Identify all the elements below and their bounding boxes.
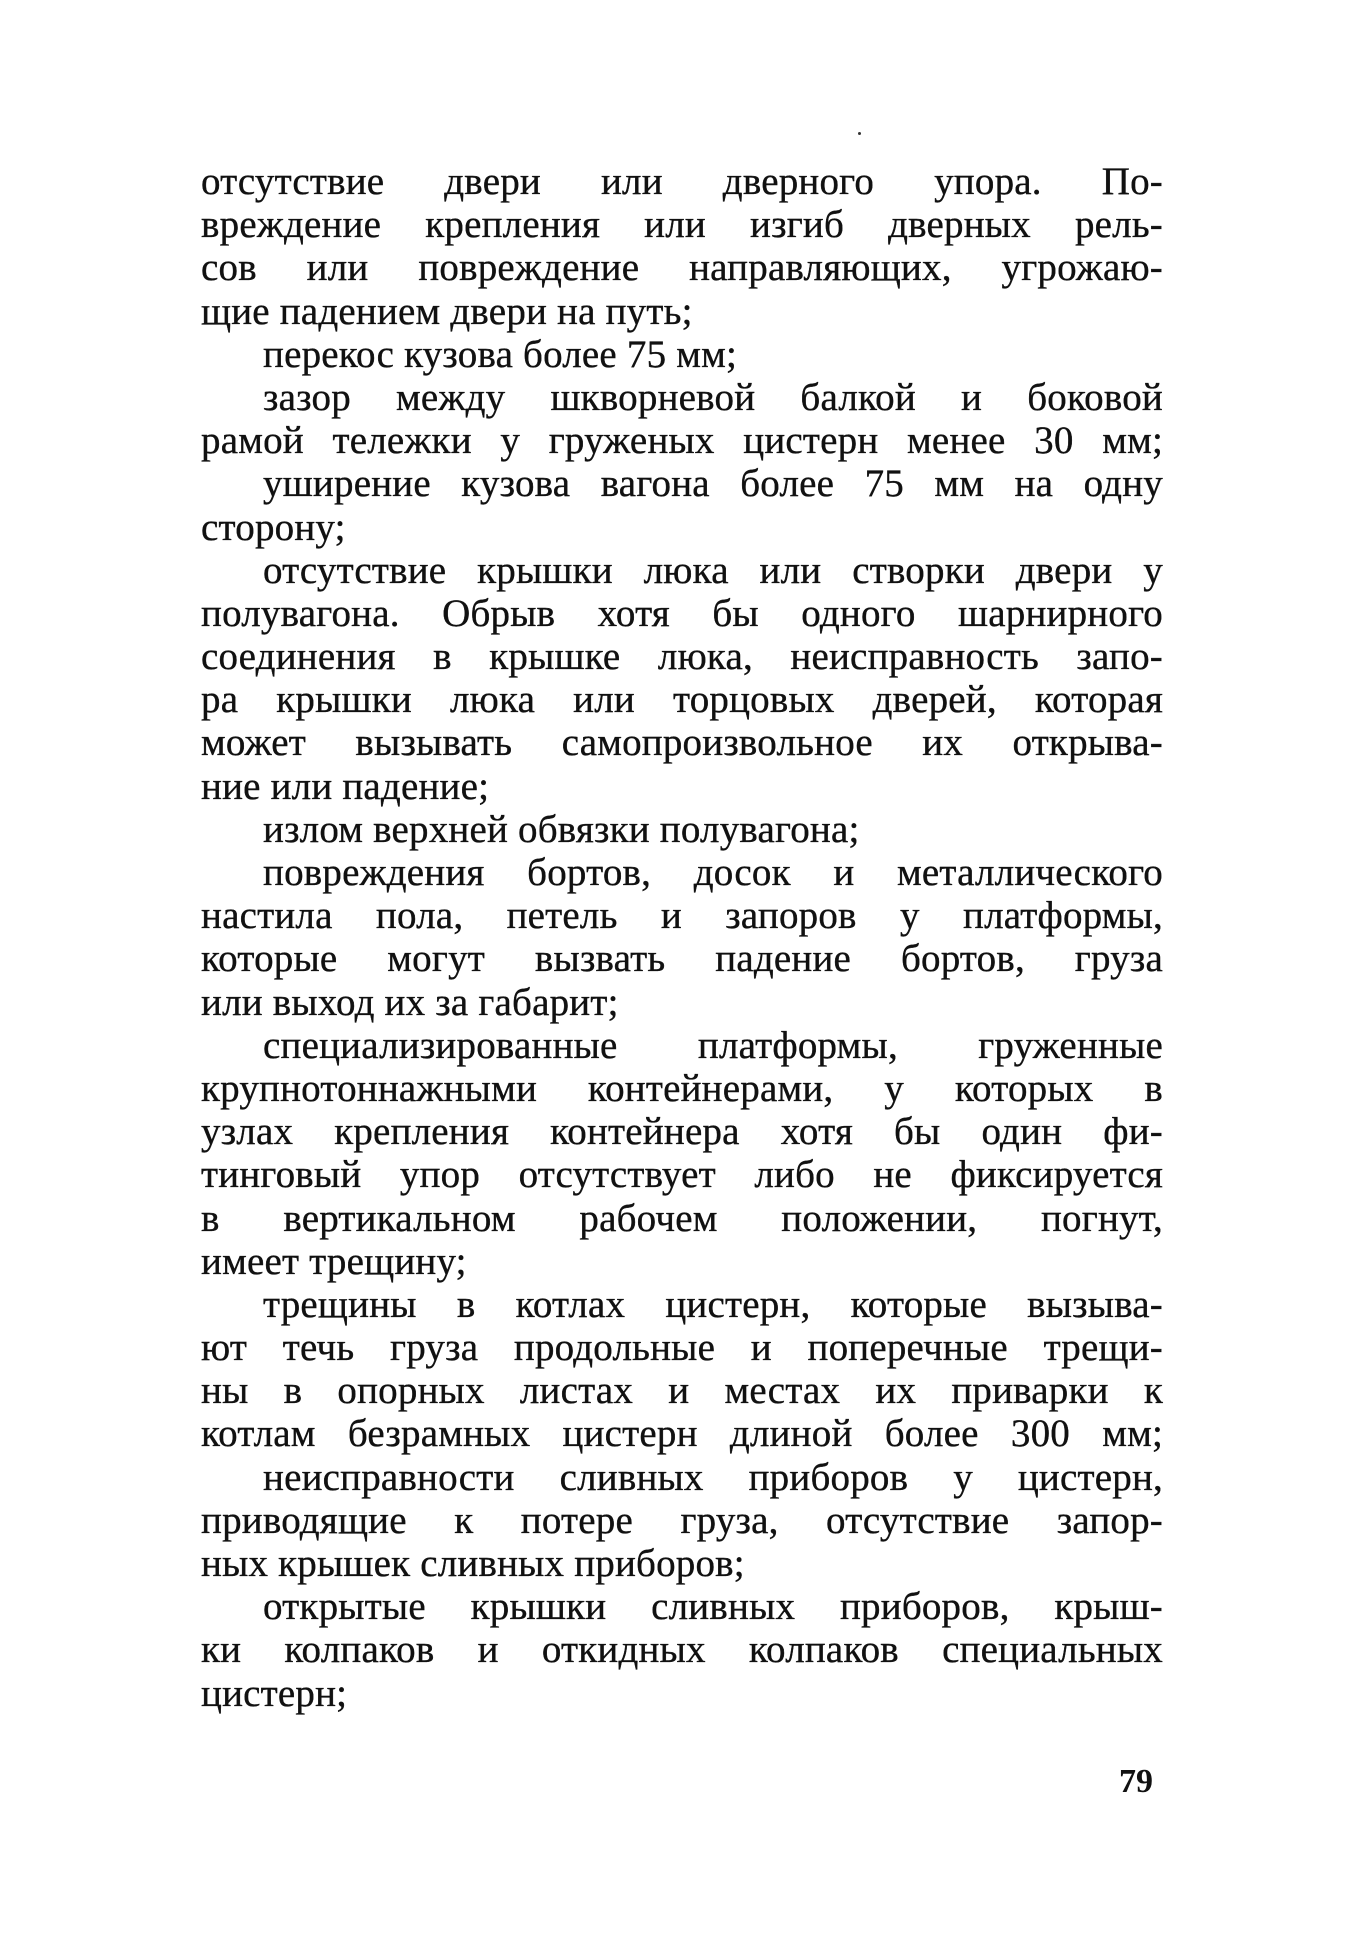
text-line: перекос кузова более 75 мм; (263, 332, 738, 376)
text-line: повреждения бортов, досок и металлического (263, 851, 1163, 894)
text-line: крупнотоннажными контейнерами, у которых в (201, 1066, 1163, 1110)
text-line: ны в опорных листах и местах их приварки к (201, 1369, 1163, 1413)
text-line: рамой тележки у груженых цистерн менее 30 мм; (201, 419, 1163, 463)
scan-speck (858, 132, 861, 135)
text-line: щие падением двери на путь; (201, 289, 693, 333)
text-line: отсутствие двери или дверного упора. По- (201, 160, 1163, 203)
text-line: приводящие к потере груза, отсутствие запор- (201, 1498, 1163, 1542)
text-line: трещины в котлах цистерн, которые вызыва- (263, 1282, 1163, 1326)
text-line: ки колпаков и откидных колпаков специальных (201, 1628, 1163, 1672)
text-line: или выход их за габарит; (201, 980, 619, 1024)
text-line: узлах крепления контейнера хотя бы один фи- (201, 1110, 1163, 1154)
text-line: полувагона. Обрыв хотя бы одного шарнирного (201, 591, 1163, 635)
text-line: котлам безрамных цистерн длиной более 300 мм; (201, 1412, 1163, 1456)
text-line: в вертикальном рабочем положении, погнут, (201, 1196, 1163, 1240)
text-line: цистерн; (201, 1671, 348, 1715)
text-line: открытые крышки сливных приборов, крыш- (263, 1585, 1163, 1629)
page-number: 79 (1119, 1763, 1153, 1800)
text-line: ра крышки люка или торцовых дверей, которая (201, 678, 1163, 722)
text-line: ных крышек сливных приборов; (201, 1542, 745, 1585)
text-line: имеет трещину; (201, 1239, 467, 1283)
text-line: излом верхней обвязки полувагона; (263, 807, 860, 851)
text-line: сов или повреждение направляющих, угрожаю- (201, 246, 1163, 290)
text-line: ние или падение; (201, 764, 490, 808)
text-line: соединения в крышке люка, неисправность запо- (201, 635, 1163, 679)
text-line: отсутствие крышки люка или створки двери у (263, 548, 1163, 592)
text-line: может вызывать самопроизвольное их открыва- (201, 721, 1163, 765)
text-line: настила пола, петель и запоров у платформы, (201, 894, 1163, 938)
text-line: специализированные платформы, груженные (263, 1023, 1163, 1067)
text-line: вреждение крепления или изгиб дверных рель- (201, 203, 1163, 247)
text-line: неисправности сливных приборов у цистерн, (263, 1455, 1163, 1499)
text-line: зазор между шкворневой балкой и боковой (263, 375, 1163, 419)
text-line: тинговый упор отсутствует либо не фиксируется (201, 1153, 1163, 1197)
text-line: уширение кузова вагона более 75 мм на одну (263, 462, 1163, 506)
body-text (201, 160, 1163, 1715)
text-line: которые могут вызвать падение бортов, груза (201, 937, 1163, 981)
text-line: ют течь груза продольные и поперечные трещи- (201, 1326, 1163, 1370)
text-line: сторону; (201, 505, 346, 549)
